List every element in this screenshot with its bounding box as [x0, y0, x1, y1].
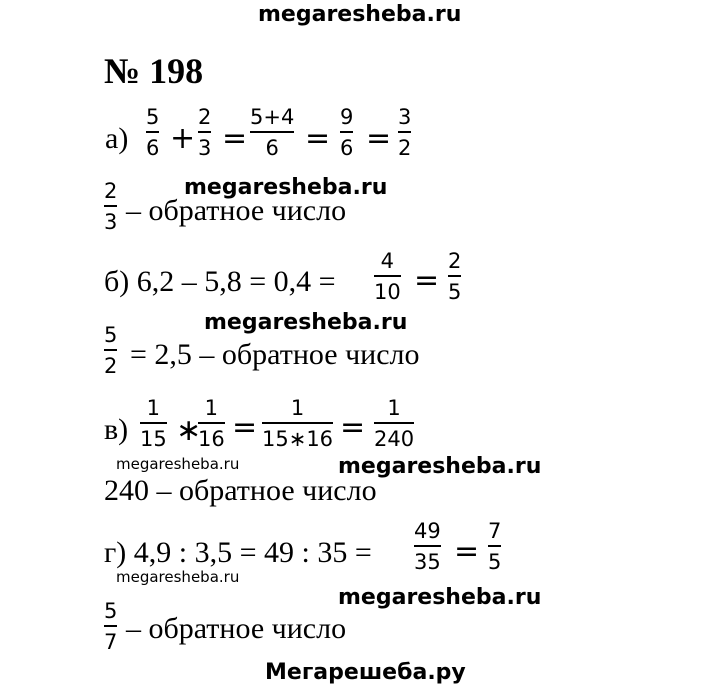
part-g-fraction-1 [414, 520, 441, 573]
plus-sign: + [170, 121, 196, 156]
problem-title: № 198 [104, 51, 204, 91]
numerator: 1 [146, 396, 161, 420]
denominator: 10 [374, 280, 401, 305]
part-a-fraction-4 [340, 106, 353, 159]
denominator: 3 [104, 210, 118, 235]
watermark-small-1: megaresheba.ru [116, 455, 240, 473]
watermark-right-1: megaresheba.ru [338, 454, 542, 479]
numerator: 5 [104, 323, 118, 347]
equals-sign: = [232, 410, 258, 445]
equals-sign: = [366, 121, 392, 156]
part-b-fraction-1 [374, 250, 401, 303]
numerator: 7 [488, 519, 502, 543]
part-v-fraction-4 [374, 397, 414, 450]
numerator: 49 [414, 519, 441, 543]
part-a-fraction-3 [250, 106, 294, 159]
part-a-fraction-5 [398, 106, 411, 159]
denominator: 240 [374, 427, 415, 452]
numerator: 3 [398, 105, 412, 129]
numerator: 5 [146, 105, 160, 129]
part-g-fraction-2 [488, 520, 501, 573]
equals-sign: = [414, 263, 440, 298]
part-a-answer-fraction [104, 180, 117, 233]
part-a-fraction-1 [146, 106, 159, 159]
numerator: 5+4 [250, 105, 295, 129]
part-b-expression: б) 6,2 – 5,8 = 0,4 = [104, 265, 336, 298]
watermark-mid-1: megaresheba.ru [184, 175, 388, 200]
denominator: 2 [398, 136, 412, 161]
denominator: 5 [488, 550, 502, 575]
denominator: 16 [198, 427, 225, 452]
part-b-fraction-2 [448, 250, 461, 303]
part-g-answer-text: – обратное число [126, 612, 347, 645]
part-v-fraction-2 [198, 397, 225, 450]
numerator: 1 [204, 396, 219, 420]
numerator: 5 [104, 599, 118, 623]
denominator: 3 [198, 136, 212, 161]
footer-watermark: Мегарешеба.ру [265, 660, 466, 685]
part-b-answer-fraction [104, 324, 117, 377]
part-v-answer-text: 240 – обратное число [104, 474, 377, 507]
part-v-fraction-3 [262, 397, 333, 450]
equals-sign: = [222, 121, 248, 156]
denominator: 6 [146, 136, 160, 161]
part-a-answer-text: – обратное число [126, 194, 347, 227]
part-v-fraction-1 [140, 397, 167, 450]
part-g-answer-fraction [104, 600, 117, 653]
numerator: 9 [340, 105, 354, 129]
equals-sign: = [340, 410, 366, 445]
denominator: 6 [340, 136, 354, 161]
numerator: 4 [380, 249, 395, 273]
part-v-label: в) [104, 413, 129, 446]
watermark-top: megaresheba.ru [258, 2, 462, 27]
watermark-small-2: megaresheba.ru [116, 568, 240, 586]
part-a-label: а) [105, 122, 129, 155]
denominator: 6 [265, 136, 279, 161]
watermark-right-2: megaresheba.ru [338, 585, 542, 610]
denominator: 5 [448, 280, 462, 305]
numerator: 2 [198, 105, 212, 129]
denominator: 2 [104, 354, 118, 379]
numerator: 2 [104, 179, 118, 203]
numerator: 1 [290, 396, 305, 420]
equals-sign: = [454, 534, 480, 569]
multiply-sign: ∗ [176, 413, 202, 448]
equals-sign: = [305, 121, 331, 156]
numerator: 2 [448, 249, 462, 273]
part-a-fraction-2 [198, 106, 211, 159]
denominator: 7 [104, 630, 118, 655]
part-g-expression: г) 4,9 : 3,5 = 49 : 35 = [104, 536, 372, 569]
denominator: 15∗16 [262, 427, 334, 452]
denominator: 35 [414, 550, 441, 575]
part-b-answer-text: = 2,5 – обратное число [130, 338, 420, 371]
watermark-mid-2: megaresheba.ru [204, 310, 408, 335]
denominator: 15 [140, 427, 167, 452]
numerator: 1 [387, 396, 401, 420]
